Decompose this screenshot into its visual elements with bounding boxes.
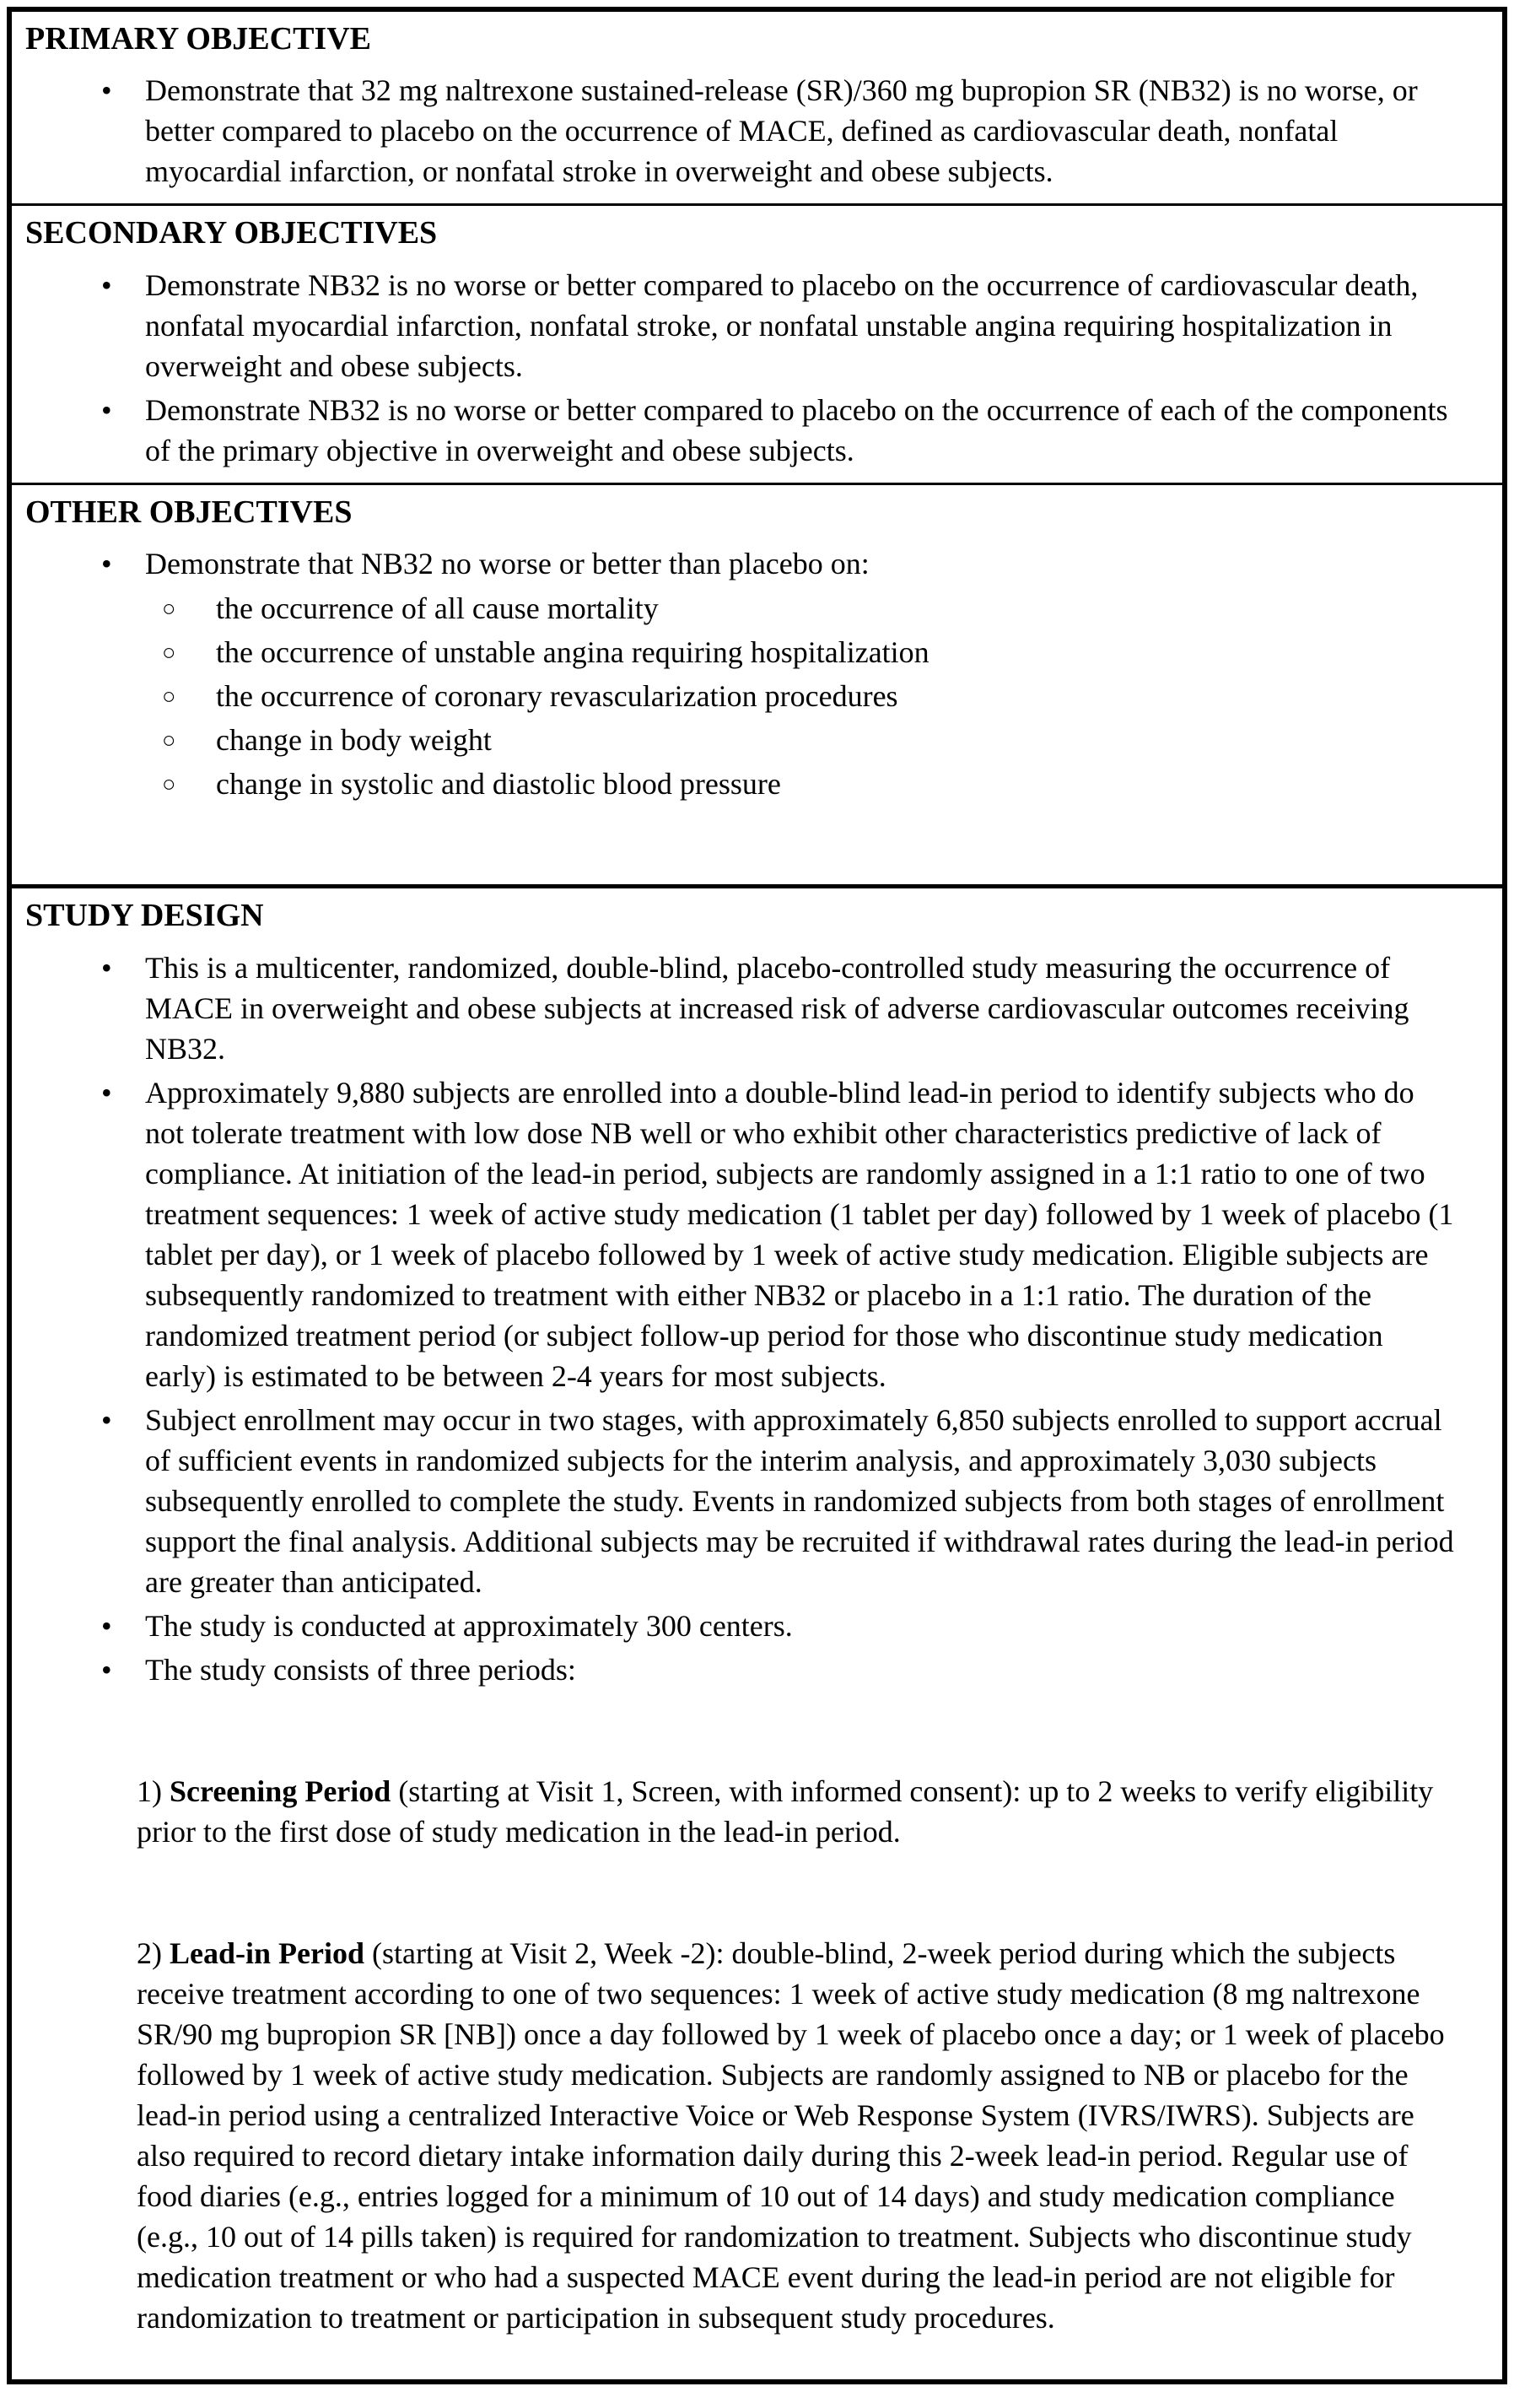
bullet-icon: • — [101, 1652, 112, 1687]
sub-bullet-item — [25, 763, 1455, 805]
period-paragraph — [137, 1933, 1447, 2338]
bullet-list — [25, 70, 1455, 192]
bullet-text: Demonstrate NB32 is no worse or better compared to placebo on the occurrence of cardiovascular death, nonfatal myocardial infarction, nonfatal stroke, or nonfatal unstable angina requiring hospitalization in overweight and obese subjects. — [145, 267, 1419, 383]
bullet-item — [25, 390, 1455, 471]
bullet-text: Demonstrate that NB32 no worse or better than placebo on: — [145, 547, 870, 581]
bullet-text: This is a multicenter, randomized, double-blind, placebo-controlled study measuring the occurrence of MACE in overweight and obese subjects at increased risk of adverse cardiovascular outcomes receiving NB32. — [145, 950, 1409, 1066]
bullet-item — [25, 265, 1455, 386]
section-heading: SECONDARY OBJECTIVES — [25, 215, 438, 251]
section-heading: PRIMARY OBJECTIVE — [25, 21, 372, 57]
bullet-text: Subject enrollment may occur in two stages, with approximately 6,850 subjects enrolled to support accrual of sufficient events in randomized subjects for the interim analysis, and approximately 3,030 subjects subsequently enrolled to complete the study. Events in randomized subjects from both stages of enrollment support the final analysis. Additional subjects may be recruited if withdrawal rates during the lead-in period are greater than anticipated. — [145, 1402, 1454, 1599]
period-name: Lead-in Period — [170, 1936, 364, 1970]
sub-bullet-text: change in systolic and diastolic blood pressure — [216, 767, 781, 802]
period-name: Screening Period — [170, 1774, 391, 1808]
sub-bullet-list — [25, 587, 1455, 805]
bullet-icon: • — [101, 547, 112, 581]
sub-bullet-text: the occurrence of all cause mortality — [216, 591, 659, 626]
circle-bullet-icon: ○ — [162, 596, 176, 622]
bullet-item — [25, 948, 1455, 1069]
bullet-text: The study consists of three periods: — [145, 1652, 576, 1687]
circle-bullet-icon: ○ — [162, 640, 176, 666]
bullet-icon: • — [101, 1402, 112, 1437]
scanned-protocol-page — [0, 7, 1514, 2408]
bullet-list — [25, 948, 1455, 1690]
bullet-item — [25, 543, 1455, 584]
bullet-text: Demonstrate that 32 mg naltrexone sustained-release (SR)/360 mg bupropion SR (NB32) is no worse, or better compared to placebo on the occurrence of MACE, defined as cardiovascular death, nonfatal myocardial infarction, or nonfatal stroke in overweight and obese subjects. — [145, 73, 1418, 189]
sub-bullet-text: the occurrence of coronary revascularization procedures — [216, 679, 898, 714]
bullet-text: Approximately 9,880 subjects are enrolled into a double-blind lead-in period to identify subjects who do not tolerate treatment with low dose NB well or who exhibit other characteristics predictive of lack of compliance. At initiation of the lead-in period, subjects are randomly assigned in a 1:1 ratio to one of two treatment sequences: 1 week of active study medication (1 tablet per day) followed by 1 week of placebo (1 tablet per day), or 1 week of placebo followed by 1 week of active study medication. Eligible subjects are subsequently randomized to treatment with either NB32 or placebo in a 1:1 ratio. The duration of the randomized treatment period (or subject follow-up period for those who discontinue study medication early) is estimated to be between 2-4 years for most subjects. — [145, 1075, 1454, 1393]
study-period-paragraphs — [25, 1771, 1455, 2338]
section-primary-objective — [12, 12, 1502, 203]
bullet-icon: • — [101, 392, 112, 427]
bullet-icon: • — [101, 1608, 112, 1643]
bullet-text: Demonstrate NB32 is no worse or better compared to placebo on the occurrence of each of the components of the primary objective in overweight and obese subjects. — [145, 392, 1448, 467]
period-description: (starting at Visit 1, Screen, with informed consent): up to 2 weeks to verify eligibility prior to the first dose of study medication in the lead-in period. — [137, 1774, 1434, 1849]
sub-bullet-item — [25, 631, 1455, 673]
section-heading: STUDY DESIGN — [25, 898, 264, 934]
sub-bullet-item — [25, 675, 1455, 717]
bullet-icon: • — [101, 267, 112, 302]
bullet-list — [25, 265, 1455, 471]
sub-bullet-item — [25, 719, 1455, 761]
circle-bullet-icon: ○ — [162, 683, 176, 710]
protocol-synopsis-table — [7, 7, 1507, 2384]
sub-bullet-text: the occurrence of unstable angina requiring hospitalization — [216, 635, 929, 670]
bullet-icon: • — [101, 73, 112, 108]
bullet-item — [25, 1072, 1455, 1396]
section-study-design — [12, 888, 1502, 2357]
circle-bullet-icon: ○ — [162, 727, 176, 753]
bullet-icon: • — [101, 950, 112, 985]
bullet-list — [25, 543, 1455, 584]
period-description: (starting at Visit 2, Week -2): double-blind, 2-week period during which the subjects receive treatment according to one of two sequences: 1 week of active study medication (8 mg naltrexone SR/90 mg bupropion SR [NB]) once a day followed by 1 week of placebo once a day; or 1 week of placebo followed by 1 week of active study medication. Subjects are randomly assigned to NB or placebo for the lead-in period using a centralized Interactive Voice or Web Response System (IVRS/IWRS). Subjects are also required to record dietary intake information daily during this 2-week lead-in period. Regular use of food diaries (e.g., entries logged for a minimum of 10 out of 14 days) and study medication compliance (e.g., 10 out of 14 pills taken) is required for randomization to treatment. Subjects who discontinue study medication treatment or who had a suspected MACE event during the lead-in period are not eligible for randomization to treatment or participation in subsequent study procedures. — [137, 1936, 1445, 2335]
circle-bullet-icon: ○ — [162, 771, 176, 797]
section-secondary-objectives — [12, 206, 1502, 482]
bullet-item — [25, 1400, 1455, 1602]
section-heading: OTHER OBJECTIVES — [25, 494, 353, 530]
bullet-text: The study is conducted at approximately 300 centers. — [145, 1608, 793, 1643]
period-number: 1) — [137, 1774, 170, 1808]
sub-bullet-text: change in body weight — [216, 723, 492, 758]
bullet-icon: • — [101, 1075, 112, 1110]
sub-bullet-item — [25, 587, 1455, 629]
bullet-item — [25, 1649, 1455, 1690]
period-number: 2) — [137, 1936, 170, 1970]
bullet-item — [25, 70, 1455, 192]
bullet-item — [25, 1606, 1455, 1646]
period-paragraph — [137, 1771, 1447, 1852]
section-other-objectives — [12, 485, 1502, 884]
